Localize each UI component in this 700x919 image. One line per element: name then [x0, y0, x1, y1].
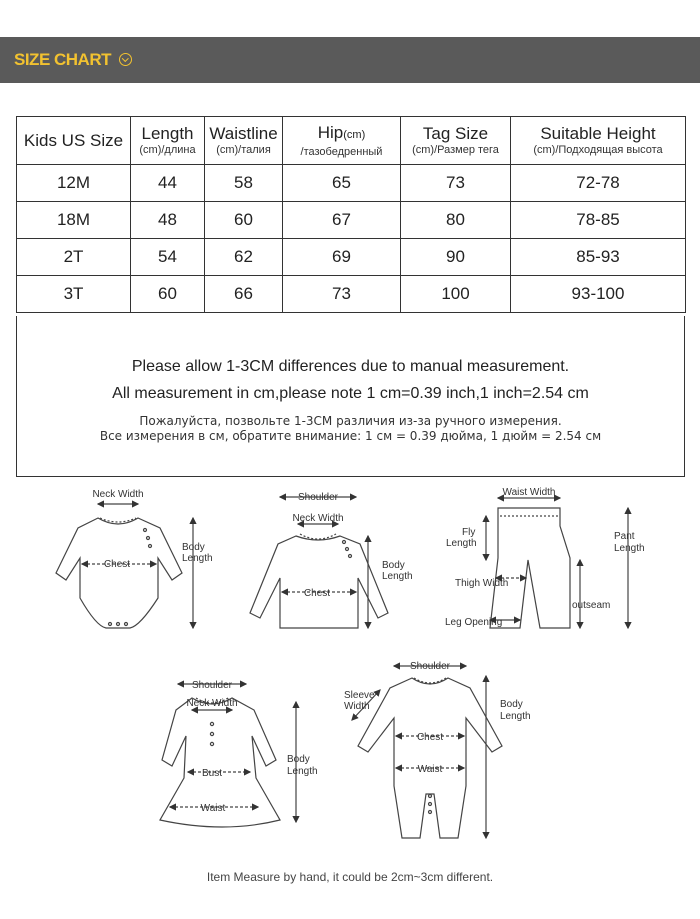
size-chart-banner: [0, 37, 700, 83]
pants-waist-label: Waist Width: [502, 487, 556, 498]
dress-bust-label: Bust: [201, 768, 223, 779]
cell-waistline: 62: [205, 239, 283, 276]
table-row: [17, 165, 686, 202]
cell-tag-size: 90: [401, 239, 511, 276]
bodysuit-chest-label: Chest: [103, 559, 131, 570]
dress-body-label: Body: [287, 754, 310, 765]
note-cm-conversion-ru: Все измерения в см, обратите внимание: 1 см = 0.39 дюйма, 1 дюйм = 2.54 см: [99, 429, 602, 443]
cell-height: 72-78: [511, 165, 686, 202]
cell-size: 12M: [17, 165, 131, 202]
cell-waistline: 58: [205, 165, 283, 202]
dress-length-label: Length: [287, 766, 318, 777]
measurement-notes: [16, 316, 685, 477]
table-row: [17, 202, 686, 239]
shirt-shoulder-label: Shoulder: [297, 492, 339, 503]
shirt-neck-label: Neck Width: [292, 513, 344, 524]
cell-length: 48: [131, 202, 205, 239]
header-kids-size: Kids US Size: [17, 117, 131, 165]
bodysuit-neck-label: Neck Width: [92, 489, 144, 500]
bodysuit-length-label: Length: [182, 553, 213, 564]
cell-length: 54: [131, 239, 205, 276]
cell-height: 93-100: [511, 276, 686, 313]
cell-hip: 69: [283, 239, 401, 276]
cell-size: 3T: [17, 276, 131, 313]
romper-chest-label: Chest: [416, 732, 444, 743]
romper-waist-label: Waist: [417, 764, 443, 775]
cell-hip: 65: [283, 165, 401, 202]
cell-tag-size: 73: [401, 165, 511, 202]
table-header-row: [17, 117, 686, 165]
romper-body-label: Body: [500, 699, 523, 710]
note-allow-differences: Please allow 1-3CM differences due to manual measurement.: [131, 358, 570, 375]
table-row: [17, 276, 686, 313]
pants-length-label: Length: [614, 543, 645, 554]
dress-waist-label: Waist: [200, 803, 226, 814]
cell-hip: 67: [283, 202, 401, 239]
measurement-diagrams: [0, 478, 700, 868]
shirt-length-label: Length: [382, 571, 413, 582]
cell-height: 85-93: [511, 239, 686, 276]
bodysuit-body-label: Body: [182, 542, 205, 553]
pants-pant-label: Pant: [614, 531, 635, 542]
romper-shoulder-label: Shoulder: [409, 661, 451, 672]
cell-length: 60: [131, 276, 205, 313]
shirt-chest-label: Chest: [303, 588, 331, 599]
note-cm-conversion: All measurement in cm,please note 1 cm=0.39 inch,1 inch=2.54 cm: [112, 385, 589, 402]
note-allow-differences-ru: Пожалуйста, позвольте 1-3CM различия из-за ручного измерения.: [139, 414, 562, 428]
header-tag-size: Tag Size (cm)/Размер тега: [401, 117, 511, 165]
romper-sleeve-label: Sleeve: [344, 690, 375, 701]
header-length: Length (cm)/длина: [131, 117, 205, 165]
size-table: [16, 116, 686, 313]
cell-hip: 73: [283, 276, 401, 313]
dress-shoulder-label: Shoulder: [191, 680, 233, 691]
header-hip: Hip(cm) /тазобедренный: [283, 117, 401, 165]
pants-outseam-label: outseam: [572, 600, 611, 611]
romper-sleeve-width-label: Width: [344, 701, 370, 712]
footer-note: Item Measure by hand, it could be 2cm~3cm different.: [206, 870, 494, 884]
romper-length-label: Length: [500, 711, 531, 722]
pants-leg-label: Leg Opening: [445, 617, 503, 628]
dress-neck-label: Neck Width: [186, 698, 238, 709]
cell-size: 2T: [17, 239, 131, 276]
cell-size: 18M: [17, 202, 131, 239]
header-waistline: Waistline (cm)/талия: [205, 117, 283, 165]
pants-fly-length-label: Length: [446, 538, 477, 549]
cell-waistline: 60: [205, 202, 283, 239]
cell-tag-size: 100: [401, 276, 511, 313]
cell-waistline: 66: [205, 276, 283, 313]
pants-fly-label: Fly: [462, 527, 476, 538]
header-suitable-height: Suitable Height (cm)/Подходящая высота: [511, 117, 686, 165]
shirt-body-label: Body: [382, 560, 405, 571]
pants-thigh-label: Thigh Width: [455, 578, 509, 589]
cell-tag-size: 80: [401, 202, 511, 239]
cell-height: 78-85: [511, 202, 686, 239]
banner-title: SIZE CHART: [14, 50, 111, 69]
chevron-down-circle-icon: [119, 53, 132, 66]
table-row: [17, 239, 686, 276]
cell-length: 44: [131, 165, 205, 202]
